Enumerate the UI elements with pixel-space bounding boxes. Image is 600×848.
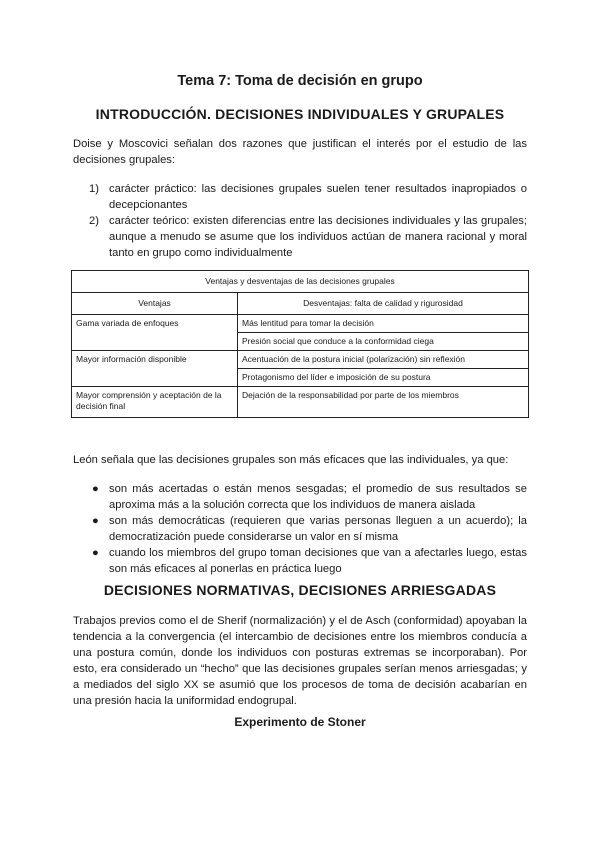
bullet-icon: ● — [92, 515, 99, 527]
bullet-icon: ● — [92, 483, 99, 495]
table-cell-ventaja: Mayor información disponible — [72, 351, 238, 387]
table-row — [72, 387, 529, 418]
list-number: 2) — [89, 215, 99, 227]
leon-intro-paragraph: León señala que las decisiones grupales son más eficaces que las individuales, ya que: — [73, 454, 509, 466]
table-cell-desventaja: Protagonismo del líder e imposición de su postura — [238, 369, 529, 387]
list-item — [73, 545, 527, 577]
list-item-text: carácter teórico: existen diferencias entre las decisiones individuales y las grupales; aunque a menudo se asume que los individuos actúan de manera racional y moral tanto en grupo como individualmente — [109, 215, 527, 259]
section2-paragraph: Trabajos previos como el de Sherif (normalización) y el de Asch (conformidad) apoyaban la tendencia a la convergencia (el intercambio de decisiones entre los miembros conducía a una postura común, donde los individuos con posturas extremas se incorporaban). Por esto, era considerado un “hecho” que las decisiones grupales serían menos arriesgadas; y a mediados del siglo XX se asumió que los procesos de toma de decisión acabarían en una presión hacia la uniformidad endogrupal. — [73, 615, 527, 707]
column-header-ventajas: Ventajas — [72, 293, 238, 315]
list-item — [73, 481, 527, 513]
leon-bullet-list — [73, 481, 527, 577]
table-row — [72, 351, 529, 369]
table-cell-ventaja: Gama variada de enfoques — [72, 315, 238, 351]
advantages-table — [71, 270, 529, 418]
list-item — [73, 213, 527, 261]
section-heading-introduccion: INTRODUCCIÓN. DECISIONES INDIVIDUALES Y GRUPALES — [95, 106, 505, 122]
list-item — [73, 181, 527, 213]
table-cell-desventaja: Acentuación de la postura inicial (polarización) sin reflexión — [238, 351, 529, 369]
list-item-text: son más acertadas o están menos sesgadas; el promedio de sus resultados se aproxima más a la solución correcta que los individuos de manera aislada — [109, 483, 527, 511]
list-item-text: son más democráticas (requieren que varias personas lleguen a un acuerdo); la democratización puede considerarse un valor en sí misma — [109, 515, 527, 543]
table-cell-desventaja: Dejación de la responsabilidad por parte de los miembros — [238, 387, 529, 418]
list-item — [73, 513, 527, 545]
table-cell-ventaja: Mayor comprensión y aceptación de la decisión final — [72, 387, 238, 418]
table-cell-desventaja: Presión social que conduce a la conformidad ciega — [238, 333, 529, 351]
list-item-text: cuando los miembros del grupo toman decisiones que van a afectarles luego, estas son más eficaces al ponerlas en práctica luego — [109, 547, 527, 575]
section-heading-decisiones: DECISIONES NORMATIVAS, DECISIONES ARRIESGADAS — [103, 582, 497, 598]
list-number: 1) — [89, 183, 99, 195]
reasons-list — [73, 181, 527, 261]
table-row — [72, 315, 529, 333]
table-caption: Ventajas y desventajas de las decisiones grupales — [72, 271, 529, 293]
subheading-stoner: Experimento de Stoner — [234, 715, 366, 729]
column-header-desventajas: Desventajas: falta de calidad y rigurosidad — [238, 293, 529, 315]
list-item-text: carácter práctico: las decisiones grupales suelen tener resultados inapropiados o decepcionantes — [109, 183, 527, 211]
table-cell-desventaja: Más lentitud para tomar la decisión — [238, 315, 529, 333]
page-title: Tema 7: Toma de decisión en grupo — [177, 73, 423, 89]
bullet-icon: ● — [92, 547, 99, 559]
intro-paragraph: Doise y Moscovici señalan dos razones que justifican el interés por el estudio de las decisiones grupales: — [73, 138, 527, 166]
